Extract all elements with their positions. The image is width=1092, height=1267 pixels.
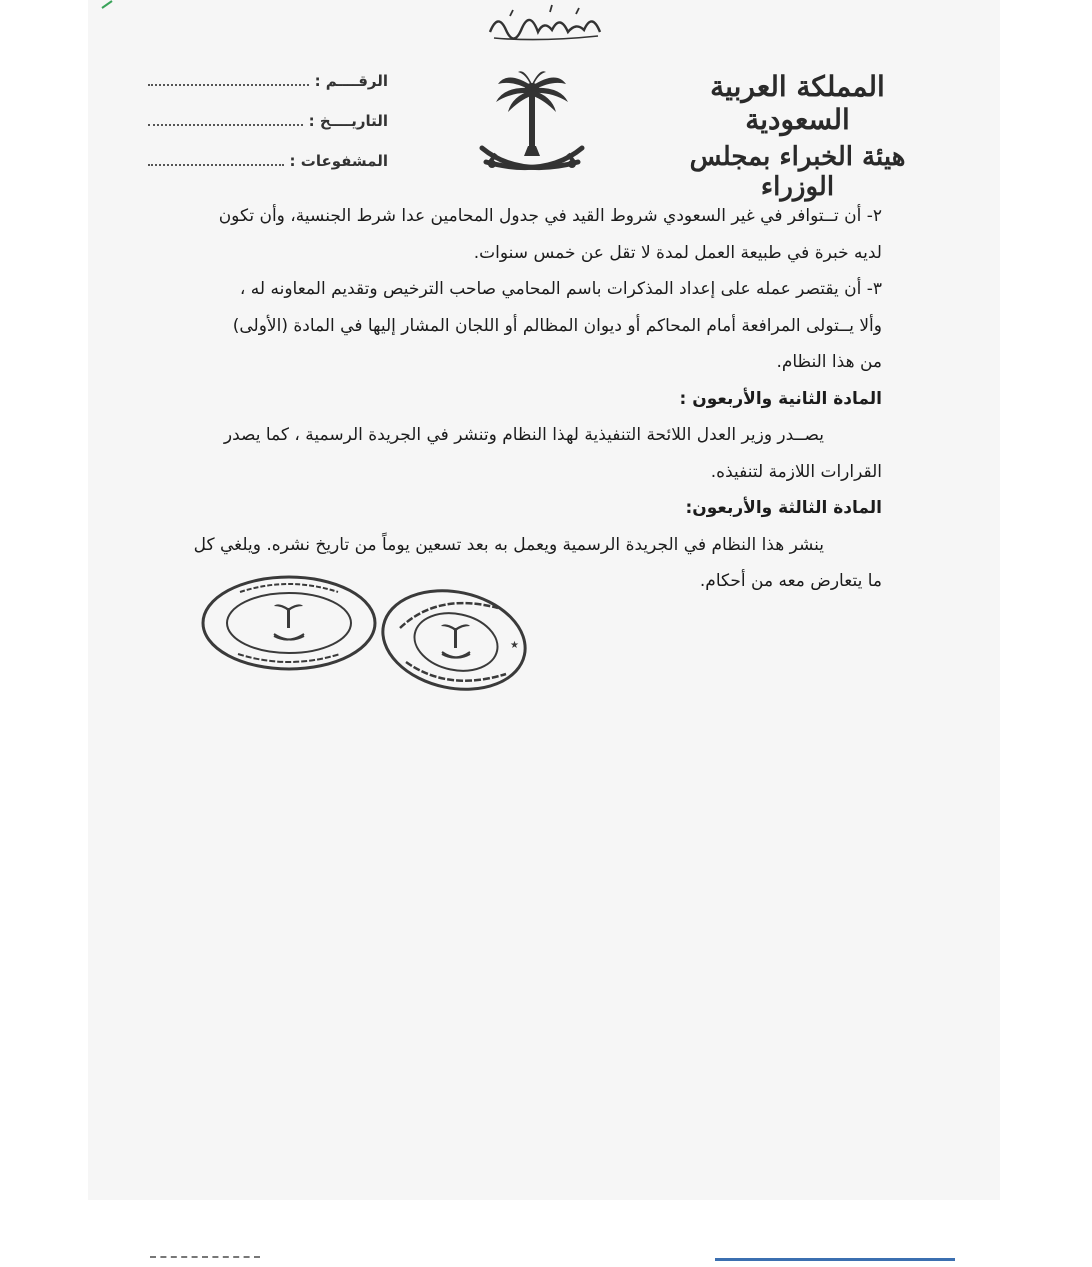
corner-mark-icon xyxy=(100,0,120,10)
footer-mark-right xyxy=(715,1258,955,1267)
article-42-line1: يصــدر وزير العدل اللائحة التنفيذية لهذا النظام وتنشر في الجريدة الرسمية ، كما يصدر xyxy=(223,425,824,445)
document-body xyxy=(160,198,882,600)
basmala-calligraphy xyxy=(480,2,610,44)
number-label: الرقــــم : xyxy=(314,72,388,90)
attachments-label: المشفوعات : xyxy=(289,152,388,170)
authority-name: هيئة الخبراء بمجلس الوزراء xyxy=(689,142,906,202)
palm-swords-emblem-icon xyxy=(478,66,586,192)
kingdom-name: المملكة العربية السعودية xyxy=(710,70,885,136)
date-dotted-line xyxy=(148,114,303,126)
item3-line3: من هذا النظام. xyxy=(776,352,882,372)
number-field xyxy=(148,72,388,112)
attachments-field xyxy=(148,152,388,192)
item2-line1: ٢- أن تــتوافر في غير السعودي شروط القيد في جدول المحامين عدا شرط الجنسية، وأن تكون xyxy=(218,206,882,226)
number-dotted-line xyxy=(148,74,309,86)
article-43-line1: ينشر هذا النظام في الجريدة الرسمية ويعمل به بعد تسعين يوماً من تاريخ نشره. ويلغي كل xyxy=(193,534,824,555)
experts-commission-seal-icon xyxy=(200,574,378,672)
item3-line1: ٣- أن يقتصر عمله على إعداد المذكرات باسم المحامي صاحب الترخيص وتقديم المعاونه له ، xyxy=(239,279,882,299)
article-43-heading: المادة الثالثة والأربعون: xyxy=(685,498,882,518)
article-42-heading: المادة الثانية والأربعون : xyxy=(679,388,882,409)
date-label: التاريــــخ : xyxy=(308,112,388,130)
item3-line2: وألا يــتولى المرافعة أمام المحاكم أو ديوان المظالم أو اللجان المشار إليها في المادة (الأولى) xyxy=(232,315,882,336)
date-field xyxy=(148,112,388,152)
item2-line2: لديه خبرة في طبيعة العمل لمدة لا تقل عن خمس سنوات. xyxy=(473,242,882,263)
footer-mark-left xyxy=(150,1256,260,1266)
letterhead-title xyxy=(655,70,940,202)
attachments-dotted-line xyxy=(148,154,284,166)
article-42-line2: القرارات اللازمة لتنفيذه. xyxy=(710,461,882,482)
article-43-line2: ما يتعارض معه من أحكام. xyxy=(699,571,882,591)
council-secretariat-seal-icon xyxy=(378,588,530,692)
svg-text:★: ★ xyxy=(510,640,519,651)
reference-fields xyxy=(148,72,388,192)
